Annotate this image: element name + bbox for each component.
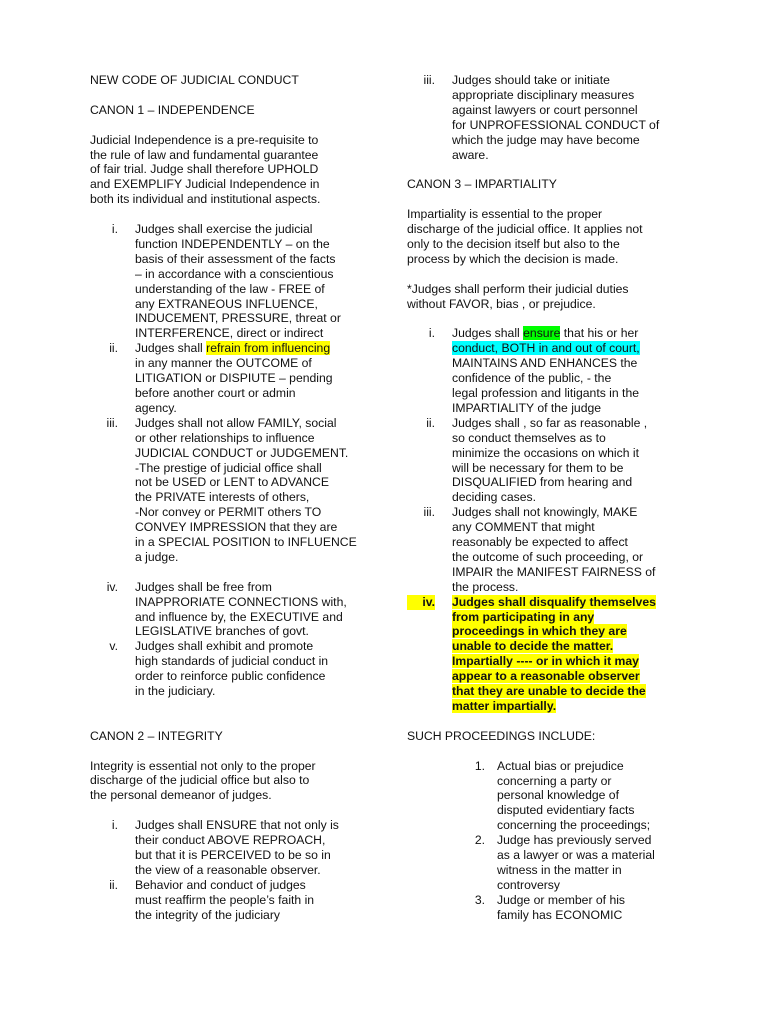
canon1-item-i: i. Judges shall exercise the judicial function INDEPENDENTLY – on the basis of their assessment of the facts – in accordance with a conscientious understanding of the law - FREE of any EXTRANEOUS INFLUENCE, INDUCEMENT, PRESSURE, threat or INTERFERENCE, direct or indirect <box>111 222 341 341</box>
proceedings-list <box>407 759 682 923</box>
canon1-intro: Judicial Independence is a pre-requisite to the rule of law and fundamental guarantee of fair trial. Judge shall therefore UPHOLD and EXEMPLIFY Judicial Independence in both its individual and institutional aspects. <box>90 132 321 207</box>
canon3-item-i: i. Judges shall ensure that his or her conduct, BOTH in and out of court, MAINTAINS AND ENHANCES the confidence of the public, - the legal profession and litigants in the IMPARTIALITY of the judge <box>428 326 640 415</box>
canon1-heading: CANON 1 – INDEPENDENCE <box>90 102 255 117</box>
highlighted-text: conduct, BOTH in and out of court, <box>452 341 640 356</box>
canon3-item-ii: ii. Judges shall , so far as reasonable , so conduct themselves as to minimize the occasions on which it will be necessary for them to be DISQUALIFIED from hearing and deciding cases. <box>426 415 648 505</box>
canon2-item-ii: ii. Behavior and conduct of judges must reaffirm the people’s faith in the integrity of the judiciary <box>109 877 315 922</box>
highlighted-text: ensure <box>523 326 561 341</box>
proceedings-item-3: 3. Judge or member of his family has ECONOMIC <box>474 892 626 922</box>
canon3-heading: CANON 3 – IMPARTIALITY <box>407 177 557 192</box>
canon2-item-iii: iii. Judges should take or initiate appropriate disciplinary measures against lawyers or court personnel for UNPROFESSIONAL CONDUCT of which the judge may have become aware. <box>423 73 660 162</box>
proceedings-item-1: 1. Actual bias or prejudice concerning a party or personal knowledge of disputed evidentiary facts concerning the proceedings; <box>474 758 651 833</box>
canon2-intro: Integrity is essential not only to the proper discharge of the judicial office but also to the personal demeanor of judges. <box>90 758 316 803</box>
proceedings-item-2: 2. Judge has previously served as a lawyer or was a material witness in the matter in controversy <box>474 833 655 892</box>
canon1-item-ii: ii. Judges shall refrain from influencing in any manner the OUTCOME of LITIGATION or DISPIUTE – pending before another court or admin agency. <box>109 341 333 415</box>
proceedings-heading: SUCH PROCEEDINGS INCLUDE: <box>407 728 596 743</box>
canon1-item-iii: iii. Judges shall not allow FAMILY, social or other relationships to influence JUDICIAL CONDUCT or JUDGEMENT. -The prestige of judicial office shall not be USED or LENT to ADVANCE the PRIVATE interests of others, -Nor convey or PERMIT others TO CONVEY IMPRESSION that they are in a SPECIAL POSITION to INFLUENCE a judge. <box>106 415 357 564</box>
canon3-item-iii: iii. Judges shall not knowingly, MAKE any COMMENT that might reasonably be expected to affect the outcome of such proceeding, or IMPAIR the MANIFEST FAIRNESS of the process. <box>423 505 656 594</box>
right-column <box>407 73 682 923</box>
canon2-item-i: i. Judges shall ENSURE that not only is their conduct ABOVE REPROACH, but that it is PERCEIVED to be so in the view of a reasonable observer. <box>111 818 339 877</box>
canon3-note: *Judges shall perform their judicial duties without FAVOR, bias , or prejudice. <box>407 281 629 311</box>
document-title: NEW CODE OF JUDICIAL CONDUCT <box>90 73 299 87</box>
highlighted-text: refrain from influencing <box>206 341 331 356</box>
canon3-item-iv: iv. Judges shall disqualify themselves from participating in any proceedings in which they are unable to decide the matter. Impartially ---- or in which it may appear to a reasonable observer that they are unable to decide the matter impartially. <box>407 595 682 714</box>
left-column <box>90 73 372 923</box>
canon3-intro: Impartiality is essential to the proper discharge of the judicial office. It applies not only to the decision itself but also to the process by which the decision is made. <box>407 207 643 266</box>
canon1-item-v: v. Judges shall exhibit and promote high standards of judicial conduct in order to reinforce public confidence in the judiciary. <box>109 639 329 699</box>
canon2-heading: CANON 2 – INTEGRITY <box>90 728 223 743</box>
canon1-item-iv: iv. Judges shall be free from INAPPRORIATE CONNECTIONS with, and influence by, the EXECUTIVE and LEGISLATIVE branches of govt. <box>106 579 347 639</box>
